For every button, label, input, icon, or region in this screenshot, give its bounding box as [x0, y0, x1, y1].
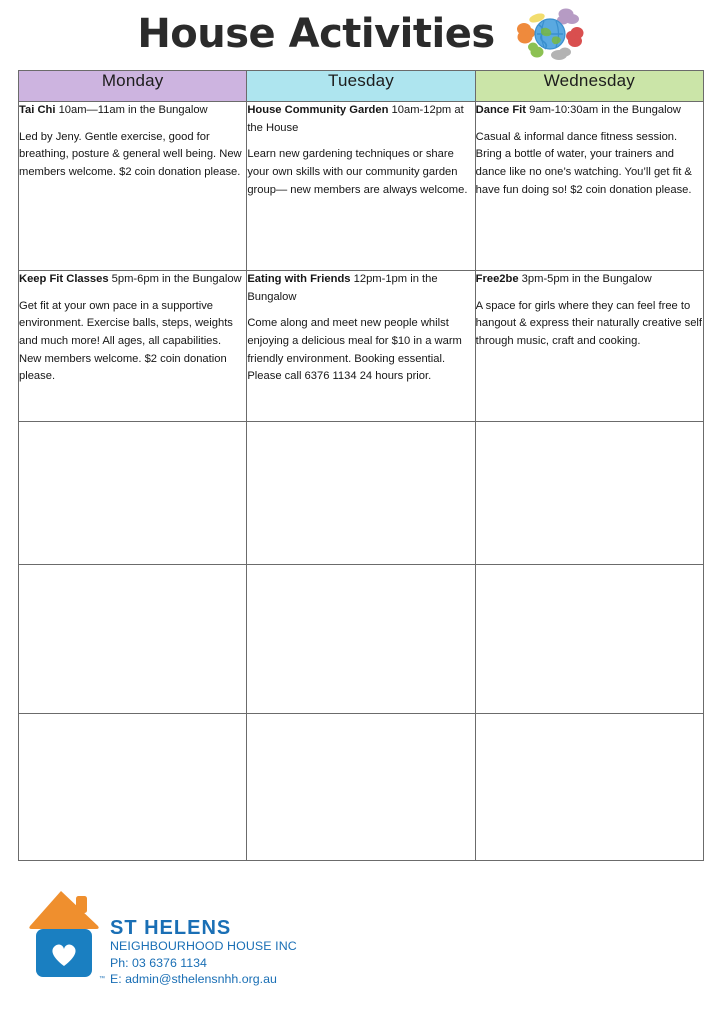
- activity-heading: [476, 102, 703, 120]
- activity-cell-empty[interactable]: [19, 422, 247, 565]
- activity-body: Come along and meet new people whilst enjoying a delicious meal for $10 in a warm friendly environment. Booking essential. Please call 6376 1134 24 hours prior.: [247, 317, 462, 383]
- activity-title: Dance Fit: [475, 104, 527, 116]
- activity-time: 3pm-5pm in the Bungalow: [518, 273, 652, 285]
- activity-heading: [247, 271, 474, 306]
- activity-body: Casual & informal dance fitness session. Bring a bottle of water, your trainers and dance like no one’s watching. You’ll get fit & have fun doing so! $2 coin donation please.: [475, 130, 692, 196]
- activities-table: [18, 70, 704, 861]
- activity-cell[interactable]: [475, 102, 703, 271]
- activity-cell[interactable]: [19, 102, 247, 271]
- column-header-wednesday: Wednesday: [475, 71, 703, 102]
- globe-people-icon: [513, 3, 587, 65]
- org-name: ST HELENS: [110, 917, 232, 939]
- activity-cell-empty[interactable]: [19, 714, 247, 861]
- activity-body: Get fit at your own pace in a supportive environment. Exercise balls, steps, weights and much more! All ages, all capabilities. New members welcome. $2 coin donation please.: [19, 299, 233, 383]
- table-row: [19, 565, 704, 714]
- page-header: [0, 0, 724, 68]
- table-row: [19, 271, 704, 422]
- activity-title: Free2be: [475, 273, 519, 285]
- footer-text-block: [99, 917, 297, 987]
- table-row: [19, 714, 704, 861]
- house-heart-icon: [26, 888, 104, 984]
- table-row: [19, 422, 704, 565]
- activity-heading: [19, 102, 246, 120]
- trademark-icon: ™: [99, 975, 105, 982]
- activity-body: Led by Jeny. Gentle exercise, good for breathing, posture & general well being. New members welcome. $2 coin donation please.: [19, 130, 242, 179]
- activity-title: Keep Fit Classes: [19, 273, 109, 285]
- table-row: [19, 102, 704, 271]
- column-header-tuesday: Tuesday: [247, 71, 475, 102]
- table-header-row: [19, 71, 704, 102]
- activity-cell[interactable]: [19, 271, 247, 422]
- activity-body: Learn new gardening techniques or share your own skills with our community garden group— new members are always welcome.: [247, 148, 468, 196]
- activity-cell-empty[interactable]: [247, 565, 475, 714]
- activity-cell-empty[interactable]: [475, 714, 703, 861]
- org-subtitle: NEIGHBOURHOOD HOUSE INC: [110, 939, 297, 953]
- activity-time: 5pm-6pm in the Bungalow: [108, 273, 242, 285]
- footer-branding: [26, 888, 346, 992]
- activity-time: 12pm-1pm in the Bungalow: [247, 273, 438, 303]
- activity-time: 9am-10:30am in the Bungalow: [526, 104, 681, 116]
- org-phone: Ph: 03 6376 1134: [110, 955, 207, 970]
- activity-cell-empty[interactable]: [475, 565, 703, 714]
- activity-cell[interactable]: [475, 271, 703, 422]
- column-header-monday: Monday: [19, 71, 247, 102]
- activity-heading: [247, 102, 474, 137]
- org-email-text: E: admin@sthelensnhh.org.au: [110, 971, 277, 986]
- activity-cell[interactable]: [247, 102, 475, 271]
- activity-title: House Community Garden: [247, 104, 389, 116]
- activity-cell-empty[interactable]: [475, 422, 703, 565]
- activity-cell[interactable]: [247, 271, 475, 422]
- activity-cell-empty[interactable]: [19, 565, 247, 714]
- org-email[interactable]: [99, 971, 297, 987]
- activity-heading: [476, 271, 703, 289]
- activity-time: 10am-12pm at the House: [247, 104, 464, 134]
- activity-heading: [19, 271, 246, 289]
- activity-title: Eating with Friends: [247, 273, 351, 285]
- activity-time: 10am—11am in the Bungalow: [55, 104, 208, 116]
- activity-title: Tai Chi: [19, 104, 56, 116]
- activity-body: A space for girls where they can feel free to hangout & express their naturally creative self through music, craft and cooking.: [475, 299, 703, 348]
- activity-cell-empty[interactable]: [247, 422, 475, 565]
- page-title: House Activities: [137, 11, 495, 57]
- activity-cell-empty[interactable]: [247, 714, 475, 861]
